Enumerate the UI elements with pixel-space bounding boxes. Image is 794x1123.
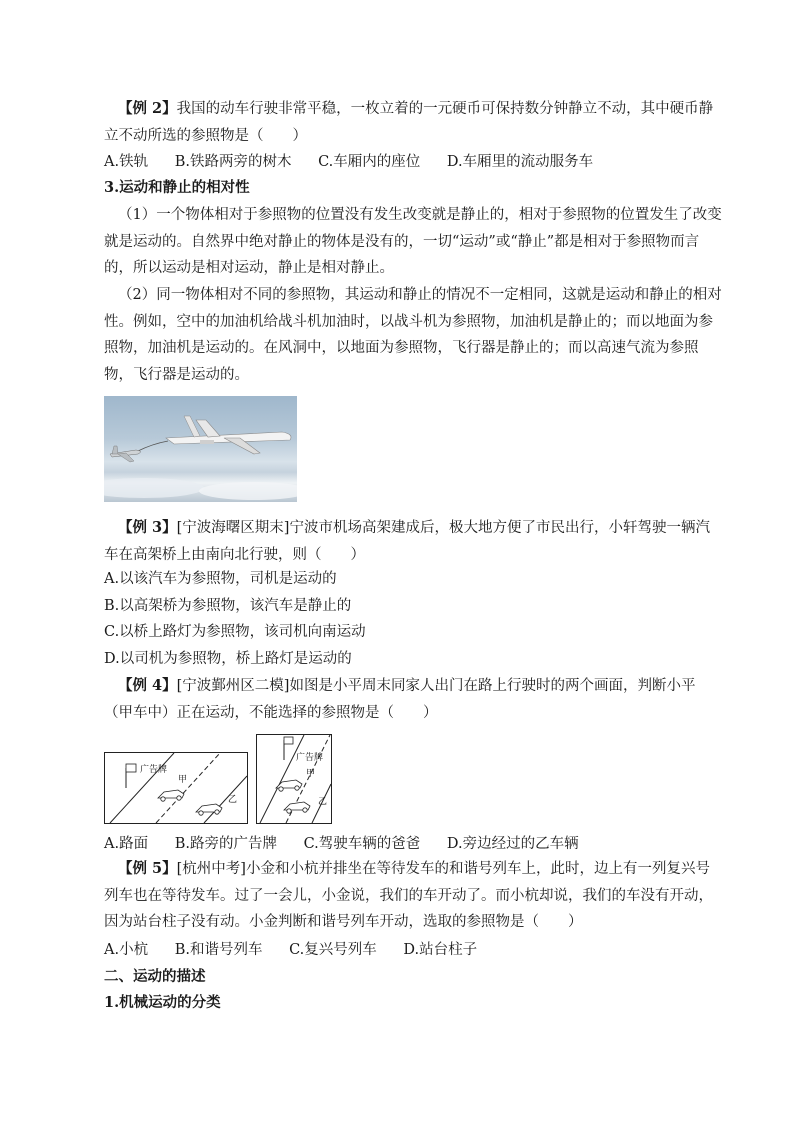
example-3-stem <box>104 515 724 568</box>
road-figure-2 <box>256 734 332 824</box>
example-4-tag: 【例 4】 <box>118 677 177 694</box>
car-b-label-2: 乙 <box>318 797 328 807</box>
section-3-heading: 3.运动和静止的相对性 <box>104 179 250 196</box>
example-3-option-a: A.以该汽车为参照物，司机是运动的 <box>104 571 337 587</box>
option-d: D.车厢里的流动服务车 <box>446 154 594 170</box>
example-3-option-c: C.以桥上路灯为参照物，该司机向南运动 <box>104 624 366 640</box>
section-3-paragraph-1: （1）一个物体相对于参照物的位置没有发生改变就是静止的，相对于参照物的位置发生了改变就是运动的。自然界中绝对静止的物体是没有的，一切“运动”或“静止”都是相对于参照物而言的，所以运动是相对运动，静止是相对静止。 <box>104 207 722 276</box>
example-2-tag: 【例 2】 <box>118 100 177 117</box>
example-3-tag: 【例 3】 <box>118 519 177 536</box>
ex4-option-d: D.旁边经过的乙车辆 <box>446 836 579 852</box>
ex4-option-c: C.驾驶车辆的爸爸 <box>303 836 421 852</box>
example-5-stem <box>104 856 724 936</box>
billboard-label: 广告牌 <box>140 765 168 775</box>
billboard-label-2: 广告牌 <box>296 753 324 763</box>
example-2-stem <box>104 96 724 149</box>
example-4-options <box>104 834 601 854</box>
example-3-option-b: B.以高架桥为参照物，该汽车是静止的 <box>104 598 352 614</box>
ex5-option-b: B.和谐号列车 <box>174 942 263 958</box>
section-two-heading: 二、运动的描述 <box>104 968 206 985</box>
option-a: A.铁轨 <box>104 154 149 170</box>
section-two-subheading: 1.机械运动的分类 <box>104 994 221 1011</box>
aircraft-illustration <box>104 396 297 502</box>
ex4-option-b: B.路旁的广告牌 <box>174 836 277 852</box>
example-4-stem <box>104 673 724 726</box>
car-b-label: 乙 <box>228 795 238 805</box>
car-a-label: 甲 <box>178 775 188 785</box>
example-2-options <box>104 152 615 172</box>
ex4-option-a: A.路面 <box>104 836 149 852</box>
example-3-option-d: D.以司机为参照物，桥上路灯是运动的 <box>104 651 352 667</box>
example-5-text: [杭州中考]小金和小杭并排坐在等待发车的和谐号列车上，此时，边上有一列复兴号列车也在等待发车。过了一会儿，小金说，我们的车开动了。而小杭却说，我们的车没有开动，因为站台柱子没有动。小金判断和谐号列车开动，选取的参照物是（ ） <box>104 861 713 930</box>
example-5-options <box>104 940 499 960</box>
ex5-option-a: A.小杭 <box>104 942 149 958</box>
ex5-option-c: C.复兴号列车 <box>289 942 377 958</box>
example-2-text: 我国的动车行驶非常平稳，一枚立着的一元硬币可保持数分钟静立不动，其中硬币静立不动所选的参照物是（ ） <box>104 101 714 144</box>
section-3-paragraph-2: （2）同一物体相对不同的参照物，其运动和静止的情况不一定相同，这就是运动和静止的相对性。例如，空中的加油机给战斗机加油时，以战斗机为参照物，加油机是静止的；而以地面为参照物，加油机是运动的。在风洞中，以地面为参照物，飞行器是静止的；而以高速气流为参照物，飞行器是运动的。 <box>104 287 722 383</box>
ex5-option-d: D.站台柱子 <box>403 942 478 958</box>
road-figure-1 <box>104 752 248 824</box>
example-3-text: [宁波海曙区期末]宁波市机场高架建成后，极大地方便了市民出行，小轩驾驶一辆汽车在高架桥上由南向北行驶，则（ ） <box>104 520 710 563</box>
option-b: B.铁路两旁的树木 <box>174 154 292 170</box>
example-5-tag: 【例 5】 <box>118 860 177 877</box>
car-a-label-2: 甲 <box>306 769 316 779</box>
aerial-refueling-photo <box>104 396 297 502</box>
example-4-text: [宁波鄞州区二模]如图是小平周末同家人出门在路上行驶时的两个画面，判断小平（甲车中）正在运动，不能选择的参照物是（ ） <box>104 678 696 721</box>
option-c: C.车厢内的座位 <box>318 154 421 170</box>
